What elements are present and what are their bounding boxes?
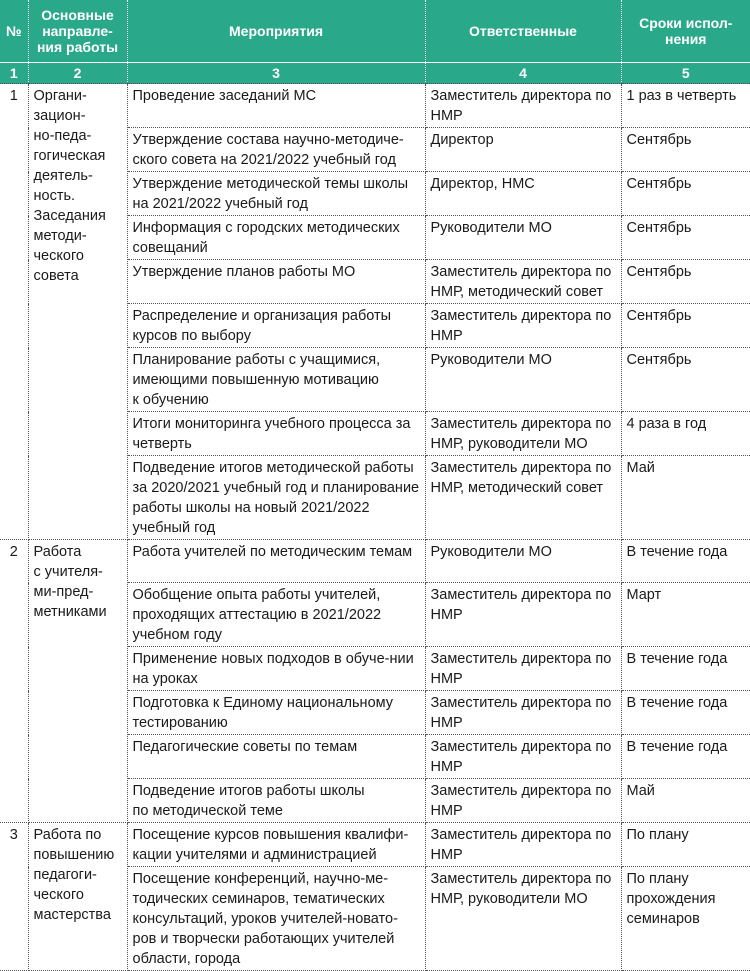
column-number: 1 (0, 63, 28, 84)
event-cell: Распределение и организация работы курсов по выбору (127, 304, 425, 348)
deadline-cell: В течение года (621, 647, 750, 691)
deadline-cell: По плану прохождения семинаров (621, 867, 750, 971)
responsible-cell: Заместитель директора по НМР, руководители МО (425, 867, 621, 971)
event-cell: Утверждение состава научно-методиче-ского совета на 2021/2022 учебный год (127, 128, 425, 172)
column-number: 2 (28, 63, 127, 84)
event-cell: Утверждение методической темы школы на 2021/2022 учебный год (127, 172, 425, 216)
header-responsible: Ответственные (425, 0, 621, 63)
event-cell: Планирование работы с учащимися, имеющими повышенную мотивацию к обучению (127, 348, 425, 412)
event-cell: Работа учителей по методическим темам (127, 540, 425, 583)
section-number: 1 (0, 84, 28, 540)
table-row (0, 84, 750, 128)
deadline-cell: Сентябрь (621, 128, 750, 172)
header-events: Мероприятия (127, 0, 425, 63)
column-number: 4 (425, 63, 621, 84)
deadline-cell: По плану (621, 823, 750, 867)
event-cell: Утверждение планов работы МО (127, 260, 425, 304)
column-numbers-row (0, 63, 750, 84)
responsible-cell: Заместитель директора по НМР (425, 735, 621, 779)
section-direction: Работа по повышению педагоги- ческого мастерства (28, 823, 127, 971)
event-cell: Подготовка к Единому национальному тестированию (127, 691, 425, 735)
responsible-cell: Директор (425, 128, 621, 172)
section-direction: Работа с учителя- ми-пред- метниками (28, 540, 127, 823)
event-cell: Посещение курсов повышения квалифи-кации учителями и администрацией (127, 823, 425, 867)
responsible-cell: Заместитель директора по НМР (425, 583, 621, 647)
column-number: 5 (621, 63, 750, 84)
section-number: 2 (0, 540, 28, 823)
deadline-cell: В течение года (621, 540, 750, 583)
header-row (0, 0, 750, 63)
deadline-cell: В течение года (621, 735, 750, 779)
responsible-cell: Заместитель директора по НМР (425, 691, 621, 735)
deadline-cell: Март (621, 583, 750, 647)
column-number: 3 (127, 63, 425, 84)
deadline-cell: Сентябрь (621, 260, 750, 304)
deadline-cell: Сентябрь (621, 304, 750, 348)
deadline-cell: Сентябрь (621, 348, 750, 412)
table-row (0, 823, 750, 867)
event-cell: Подведение итогов работы школы по методической теме (127, 779, 425, 823)
responsible-cell: Заместитель директора по НМР (425, 304, 621, 348)
responsible-cell: Заместитель директора по НМР, методический совет (425, 260, 621, 304)
section-number: 3 (0, 823, 28, 971)
deadline-cell: Сентябрь (621, 216, 750, 260)
deadline-cell: Сентябрь (621, 172, 750, 216)
deadline-cell: 1 раз в четверть (621, 84, 750, 128)
responsible-cell: Заместитель директора по НМР, методический совет (425, 456, 621, 540)
event-cell: Информация с городских методических совещаний (127, 216, 425, 260)
responsible-cell: Заместитель директора по НМР, руководители МО (425, 412, 621, 456)
header-number: № (0, 0, 28, 63)
event-cell: Педагогические советы по темам (127, 735, 425, 779)
event-cell: Проведение заседаний МС (127, 84, 425, 128)
event-cell: Посещение конференций, научно-ме-тодических семинаров, тематических консультаций, уроков учителей-новато-ров и творчески работающих учителей области, города (127, 867, 425, 971)
deadline-cell: 4 раза в год (621, 412, 750, 456)
responsible-cell: Заместитель директора по НМР (425, 647, 621, 691)
header-direction: Основные направле-ния работы (28, 0, 127, 63)
deadline-cell: Май (621, 779, 750, 823)
responsible-cell: Заместитель директора по НМР (425, 823, 621, 867)
responsible-cell: Директор, НМС (425, 172, 621, 216)
responsible-cell: Руководители МО (425, 348, 621, 412)
deadline-cell: В течение года (621, 691, 750, 735)
responsible-cell: Заместитель директора по НМР (425, 779, 621, 823)
responsible-cell: Руководители МО (425, 540, 621, 583)
event-cell: Итоги мониторинга учебного процесса за четверть (127, 412, 425, 456)
event-cell: Подведение итогов методической работы за 2020/2021 учебный год и планирование работы школы на новый 2021/2022 учебный год (127, 456, 425, 540)
event-cell: Применение новых подходов в обуче-нии на уроках (127, 647, 425, 691)
table-row (0, 540, 750, 583)
responsible-cell: Заместитель директора по НМР (425, 84, 621, 128)
deadline-cell: Май (621, 456, 750, 540)
event-cell: Обобщение опыта работы учителей, проходящих аттестацию в 2021/2022 учебном году (127, 583, 425, 647)
section-direction: Органи- зацион- но-педа- гогическая деятель- ность. Заседания методи- ческого совета (28, 84, 127, 540)
header-deadline: Сроки испол-нения (621, 0, 750, 63)
responsible-cell: Руководители МО (425, 216, 621, 260)
